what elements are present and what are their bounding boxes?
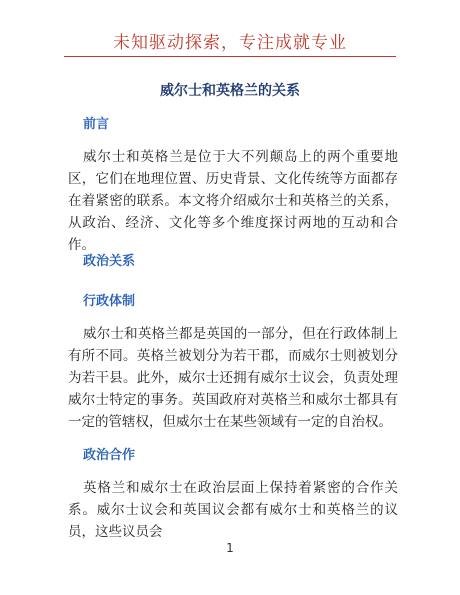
section-heading-political-relations: 政治关系	[83, 254, 136, 269]
section-paragraph-administrative-system: 威尔士和英格兰都是英国的一部分，但在行政体制上有所不同。英格兰被划分为若干郡，而威尔士则被划分为若干县。此外，威尔士还拥有威尔士议会，负责处理威尔士特定的事务。英国政府对英格兰和威尔士都具有一定的管辖权，但威尔士在某些领域有一定的自治权。	[68, 326, 398, 430]
document-title: 威尔士和英格兰的关系	[160, 83, 300, 99]
site-banner: 未知驱动探索，专注成就专业	[113, 33, 347, 53]
section-paragraph-preface: 威尔士和英格兰是位于大不列颠岛上的两个重要地区，它们在地理位置、历史背景、文化传统等方面都存在着紧密的联系。本文将介绍威尔士和英格兰的关系，从政治、经济、文化等多个维度探讨两地的互动和合作。	[68, 149, 398, 253]
banner-divider	[64, 56, 396, 57]
page-number: 1	[226, 541, 234, 555]
section-heading-administrative-system: 行政体制	[83, 294, 136, 309]
section-heading-preface: 前言	[83, 117, 110, 132]
section-paragraph-political-cooperation: 英格兰和威尔士在政治层面上保持着紧密的合作关系。威尔士议会和英国议会都有威尔士和英格兰的议员，这些议员会	[68, 480, 398, 540]
section-heading-political-cooperation: 政治合作	[83, 448, 136, 463]
